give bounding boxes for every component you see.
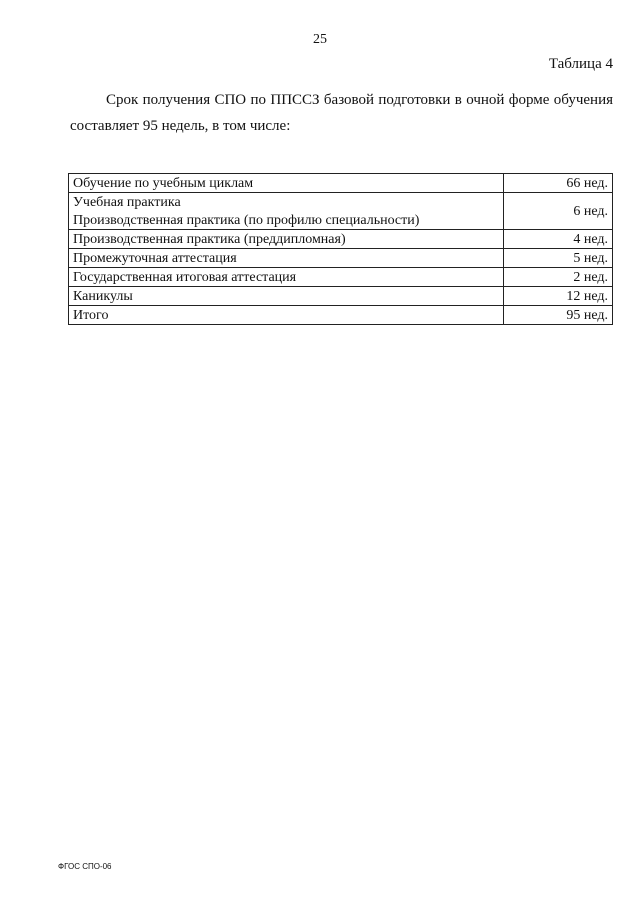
row-label: Обучение по учебным циклам [69, 174, 504, 193]
table-row [69, 287, 613, 306]
row-label: Производственная практика (преддипломная) [69, 230, 504, 249]
intro-paragraph: Срок получения СПО по ППССЗ базовой подготовки в очной форме обучения составляет 95 недель, в том числе: [70, 92, 613, 134]
row-value: 12 нед. [504, 287, 613, 306]
row-label: Промежуточная аттестация [69, 249, 504, 268]
table-row [69, 249, 613, 268]
table-row [69, 230, 613, 249]
row-value: 5 нед. [504, 249, 613, 268]
row-value: 66 нед. [504, 174, 613, 193]
row-value: 4 нед. [504, 230, 613, 249]
row-value: 6 нед. [504, 193, 613, 230]
table-row [69, 268, 613, 287]
row-value: 95 нед. [504, 306, 613, 325]
row-label: Производственная практика (по профилю специальности) [69, 211, 504, 230]
table-row [69, 174, 613, 193]
table-row [69, 306, 613, 325]
row-value: 2 нед. [504, 268, 613, 287]
row-label: Учебная практика [69, 193, 504, 212]
page-number: 25 [313, 32, 327, 47]
study-duration-table [68, 173, 613, 325]
row-label: Каникулы [69, 287, 504, 306]
row-label: Государственная итоговая аттестация [69, 268, 504, 287]
table-row [69, 193, 613, 212]
row-label: Итого [69, 306, 504, 325]
table-caption: Таблица 4 [548, 56, 613, 72]
document-code: ФГОС СПО-06 [58, 862, 112, 871]
